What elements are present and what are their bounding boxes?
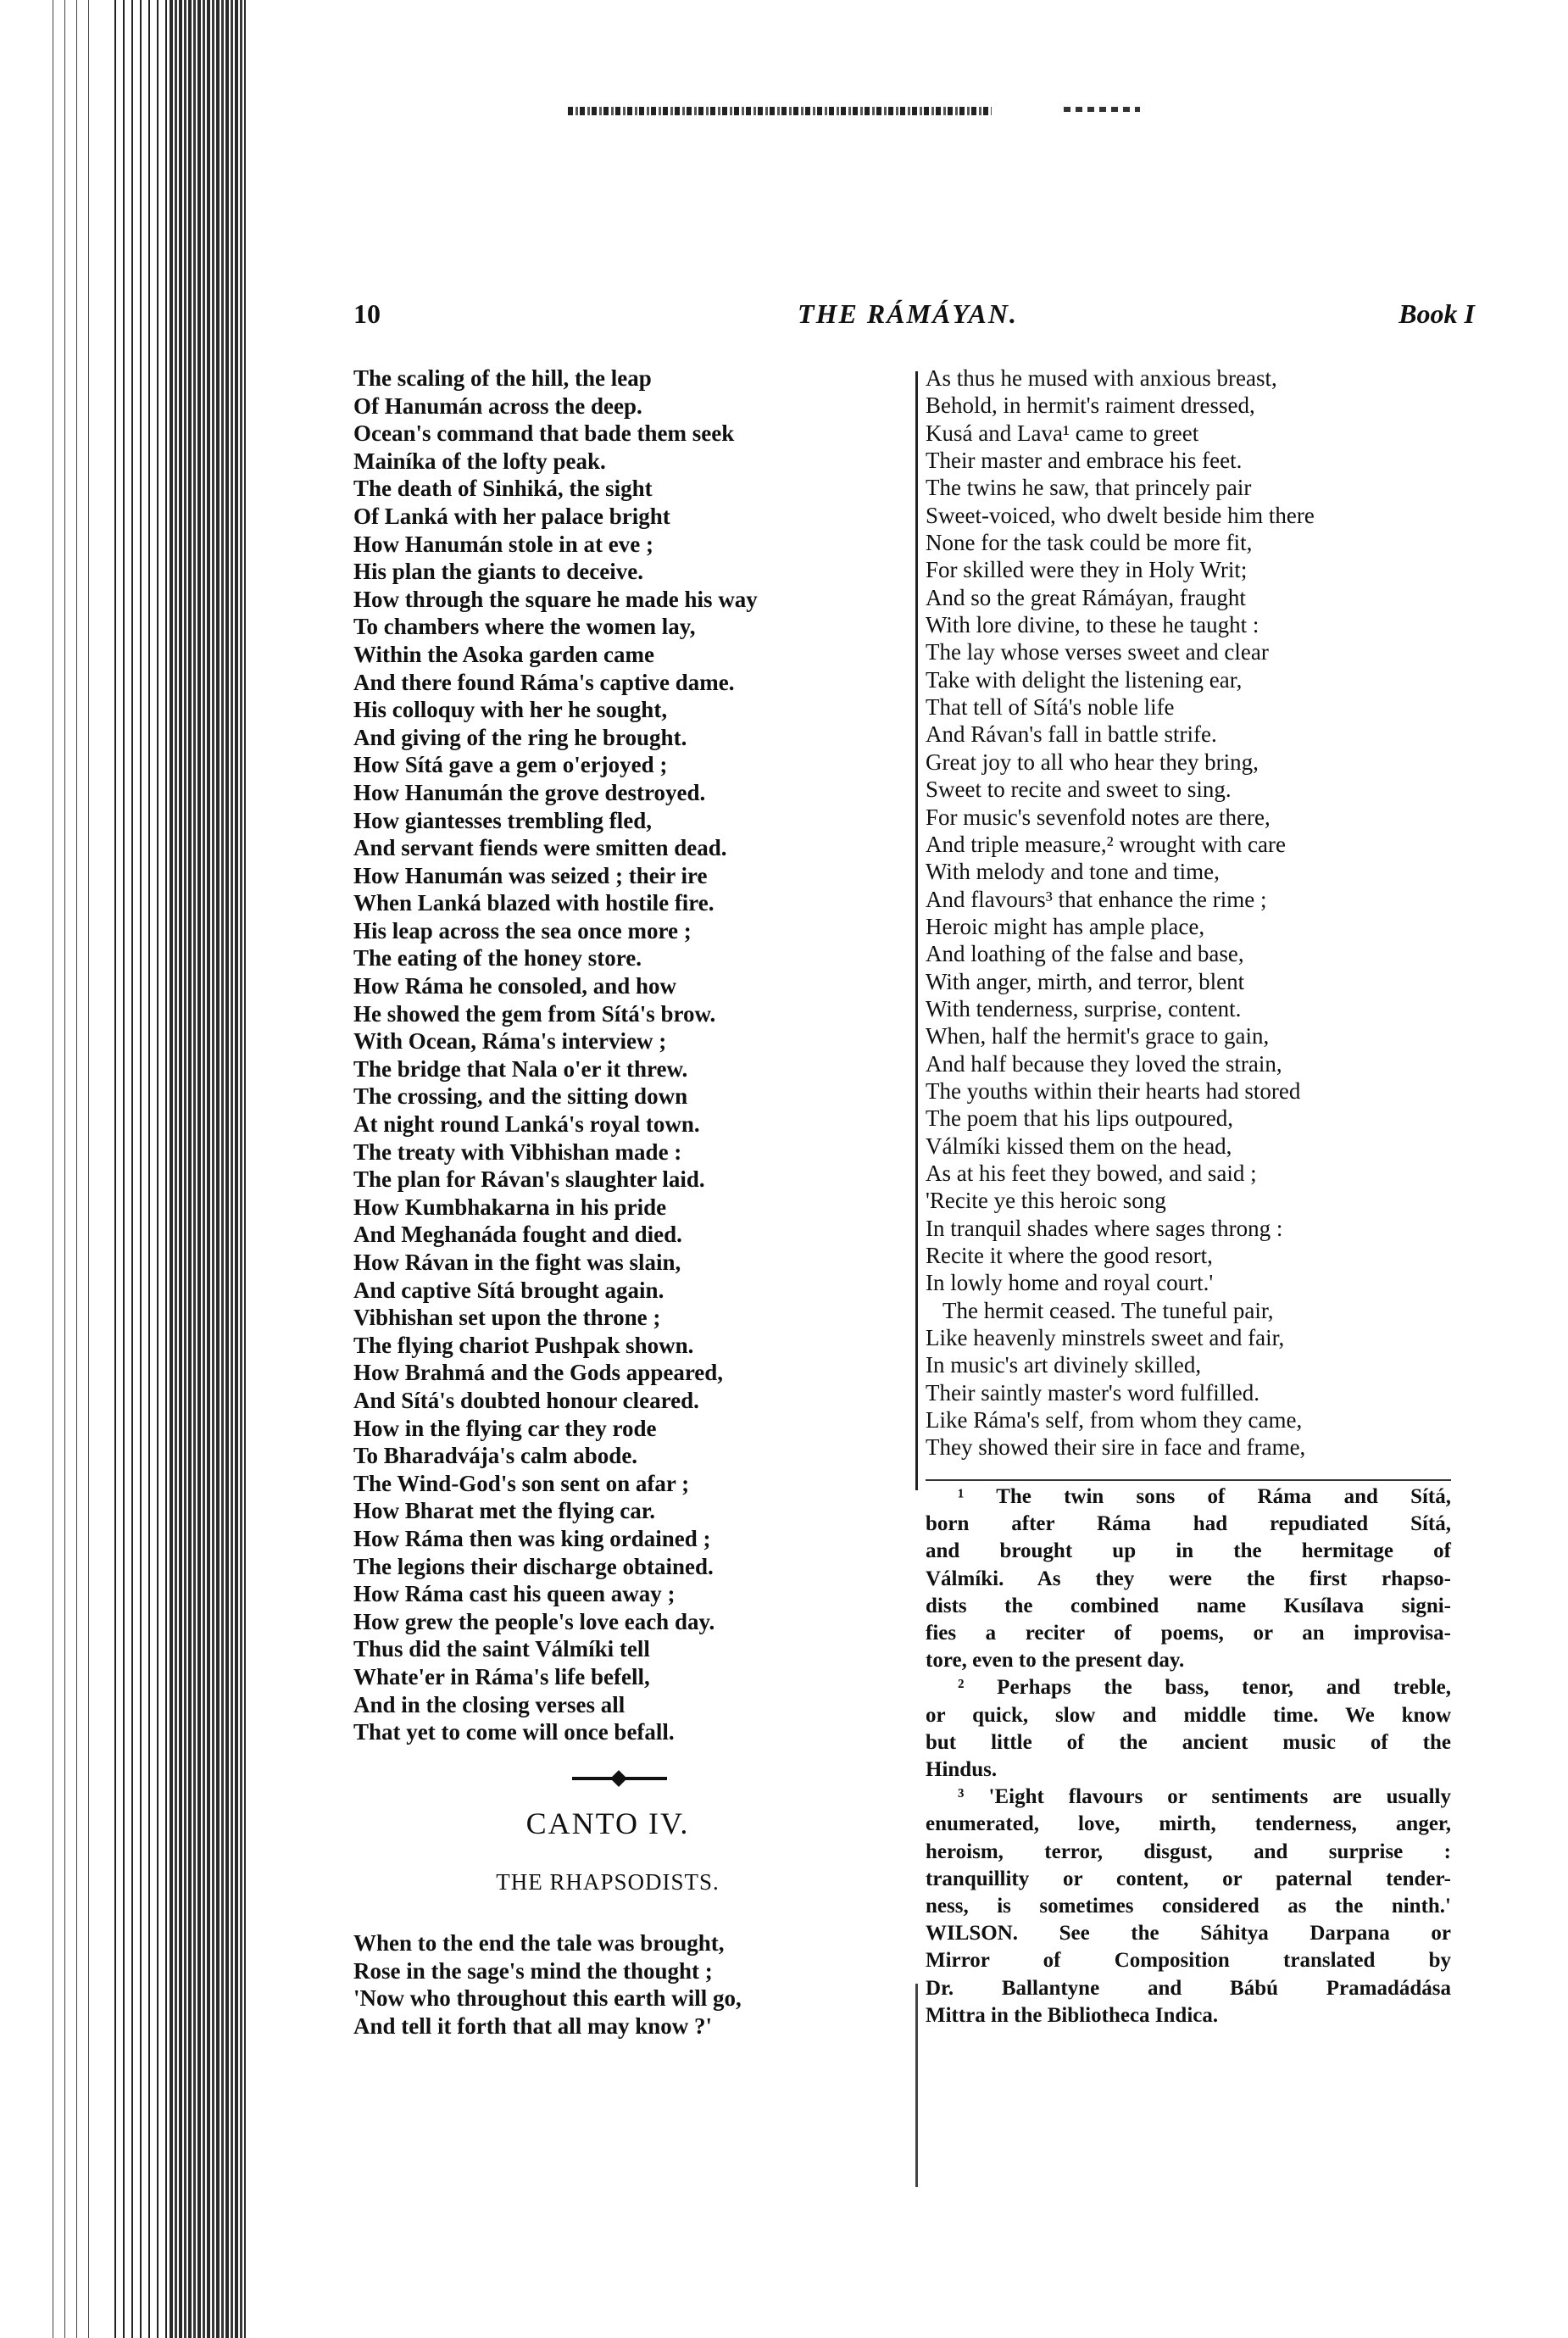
- verse-line: The crossing, and the sitting down: [353, 1083, 688, 1110]
- verse-line: He showed the gem from Sítá's brow.: [353, 1000, 716, 1027]
- verse-line: With anger, mirth, and terror, blent: [926, 968, 1245, 994]
- verse-line: The youths within their hearts had stored: [926, 1077, 1301, 1104]
- verse-line: Thus did the saint Válmíki tell: [353, 1636, 650, 1662]
- book-label: Book I: [1398, 298, 1475, 329]
- verse-line: How Hanumán was seized ; their ire: [353, 862, 708, 888]
- footnote-line: Mittra in the Bibliotheca Indica.: [926, 2003, 1219, 2027]
- verse-line: How Sítá gave a gem o'erjoyed ;: [353, 752, 668, 778]
- verse-line: Ocean's command that bade them seek: [353, 420, 735, 447]
- verse-line: And Rávan's fall in battle strife.: [926, 721, 1217, 748]
- verse-line: In lowly home and royal court.': [926, 1270, 1214, 1296]
- verse-line: How Kumbhakarna in his pride: [353, 1194, 667, 1220]
- verse-line: How Hanumán stole in at eve ;: [353, 531, 653, 557]
- verse-line: And triple measure,² wrought with care: [926, 831, 1286, 857]
- verse-line: Like Ráma's self, from whom they came,: [926, 1407, 1303, 1433]
- verse-line: How in the flying car they rode: [353, 1415, 657, 1441]
- verse-line: Whate'er in Ráma's life befell,: [353, 1663, 650, 1689]
- footnote-line: and brought up in the hermitage of: [926, 1539, 1451, 1563]
- verse-line: The twins he saw, that princely pair: [926, 475, 1252, 501]
- canto-heading: CANTO IV.: [525, 1806, 690, 1840]
- running-title: THE RÁMÁYAN.: [798, 298, 1018, 329]
- bleed-through-text: [568, 107, 992, 115]
- verse-line: Rose in the sage's mind the thought ;: [353, 1957, 713, 1984]
- verse-line: To chambers where the women lay,: [353, 614, 696, 640]
- verse-line: And half because they loved the strain,: [926, 1050, 1282, 1077]
- verse-line: With Ocean, Ráma's interview ;: [353, 1028, 667, 1055]
- footnotes: [926, 1484, 1451, 2029]
- verse-line: The lay whose verses sweet and clear: [926, 639, 1269, 665]
- verse-line: At night round Lanká's royal town.: [353, 1111, 700, 1138]
- verse-line: And servant fiends were smitten dead.: [353, 835, 727, 861]
- footnote-line: ² Perhaps the bass, tenor, and treble,: [958, 1676, 1451, 1700]
- verse-line: As at his feet they bowed, and said ;: [926, 1160, 1257, 1186]
- verse-line: And loathing of the false and base,: [926, 941, 1244, 967]
- verse-line: Recite it where the good resort,: [926, 1243, 1213, 1268]
- verse-line: They showed their sire in face and frame,: [926, 1434, 1306, 1461]
- verse-line: How through the square he made his way: [353, 586, 758, 612]
- verse-line: And captive Sítá brought again.: [353, 1277, 664, 1303]
- verse-line: When to the end the tale was brought,: [353, 1930, 725, 1956]
- verse-line: And so the great Rámáyan, fraught: [926, 584, 1246, 610]
- verse-line: The death of Sinhiká, the sight: [353, 476, 653, 502]
- verse-line: For skilled were they in Holy Writ;: [926, 557, 1248, 583]
- verse-line: Their master and embrace his feet.: [926, 448, 1243, 474]
- canto-opening-stanza: [353, 1929, 742, 2040]
- verse-line: With lore divine, to these he taught :: [926, 612, 1259, 638]
- verse-line: The plan for Rávan's slaughter laid.: [353, 1166, 705, 1193]
- verse-line: How giantesses trembling fled,: [353, 807, 652, 833]
- verse-line: His leap across the sea once more ;: [353, 917, 692, 944]
- verse-line: Válmíki kissed them on the head,: [926, 1133, 1232, 1159]
- verse-line: When, half the hermit's grace to gain,: [926, 1023, 1270, 1049]
- verse-line: The eating of the honey store.: [353, 945, 642, 971]
- footnote-line: ness, is sometimes considered as the ninth.': [926, 1895, 1451, 1918]
- verse-line: How grew the people's love each day.: [353, 1608, 715, 1634]
- verse-line: Mainíka of the lofty peak.: [353, 448, 606, 474]
- verse-line: How Ráma cast his queen away ;: [353, 1581, 676, 1607]
- verse-line: 'Now who throughout this earth will go,: [353, 1985, 742, 2012]
- verse-line: With melody and tone and time,: [926, 859, 1220, 885]
- verse-line: Kusá and Lava¹ came to greet: [926, 420, 1199, 446]
- verse-line: And there found Ráma's captive dame.: [353, 669, 735, 695]
- verse-line: His plan the giants to deceive.: [353, 559, 643, 585]
- verse-line: Their saintly master's word fulfilled.: [926, 1379, 1260, 1406]
- verse-line: How Ráma then was king ordained ;: [353, 1525, 711, 1551]
- verse-line: Great joy to all who hear they bring,: [926, 749, 1259, 775]
- footnote-line: tore, even to the present day.: [926, 1649, 1185, 1673]
- verse-line: As thus he mused with anxious breast,: [926, 365, 1277, 391]
- footnote-line: enumerated, love, mirth, tenderness, anger,: [926, 1812, 1451, 1836]
- footnote-line: but little of the ancient music of the: [926, 1730, 1451, 1754]
- verse-line: The flying chariot Pushpak shown.: [353, 1332, 694, 1358]
- verse-line: How Brahmá and the Gods appeared,: [353, 1360, 724, 1386]
- verse-line: The treaty with Vibhishan made :: [353, 1138, 682, 1165]
- footnote-line: tranquillity or content, or paternal tender-: [926, 1867, 1451, 1890]
- left-column-verse: [353, 365, 758, 1746]
- column-divider: [915, 1984, 918, 2187]
- verse-line: With tenderness, surprise, content.: [926, 995, 1242, 1021]
- verse-line: And Meghanáda fought and died.: [353, 1222, 682, 1248]
- footnote-line: Válmíki. As they were the first rhapso-: [926, 1567, 1451, 1590]
- footnote-line: dists the combined name Kusílava signi-: [926, 1594, 1451, 1617]
- verse-line: How Bharat met the flying car.: [353, 1498, 655, 1524]
- right-column-verse: [926, 365, 1315, 1461]
- scan-spine-shadow: [47, 0, 97, 2338]
- verse-line: And flavours³ that enhance the rime ;: [926, 886, 1267, 912]
- footnote-line: Mirror of Composition translated by: [926, 1949, 1451, 1973]
- verse-line: The hermit ceased. The tuneful pair,: [942, 1297, 1274, 1323]
- footnote-line: ³ 'Eight flavours or sentiments are usually: [958, 1785, 1451, 1809]
- verse-line: The legions their discharge obtained.: [353, 1553, 714, 1579]
- verse-line: Sweet to recite and sweet to sing.: [926, 777, 1232, 803]
- verse-line: In tranquil shades where sages throng :: [926, 1215, 1283, 1241]
- verse-line: Take with delight the listening ear,: [926, 666, 1243, 693]
- verse-line: That yet to come will once befall.: [353, 1719, 675, 1745]
- verse-line: His colloquy with her he sought,: [353, 697, 668, 723]
- bleed-through-text: [1064, 107, 1140, 112]
- verse-line: Heroic might has ample place,: [926, 913, 1205, 939]
- verse-line: And giving of the ring he brought.: [353, 724, 687, 750]
- scan-spine-shadow: [170, 0, 246, 2338]
- footnote-line: WILSON. See the Sáhitya Darpana or: [926, 1922, 1451, 1946]
- verse-line: Behold, in hermit's raiment dressed,: [926, 392, 1255, 419]
- verse-line: For music's sevenfold notes are there,: [926, 804, 1271, 830]
- verse-line: Of Hanumán across the deep.: [353, 392, 642, 419]
- verse-line: And tell it forth that all may know ?': [353, 2012, 713, 2039]
- verse-line: None for the task could be more fit,: [926, 530, 1253, 556]
- footnote-rule: [926, 1479, 1451, 1481]
- verse-line: Like heavenly minstrels sweet and fair,: [926, 1325, 1285, 1351]
- column-divider: [915, 371, 918, 1490]
- verse-line: When Lanká blazed with hostile fire.: [353, 890, 714, 916]
- verse-line: The scaling of the hill, the leap: [353, 365, 652, 391]
- verse-line: That tell of Sítá's noble life: [926, 694, 1175, 721]
- verse-line: How Hanumán the grove destroyed.: [353, 779, 706, 805]
- canto-subtitle: THE RHAPSODISTS.: [496, 1869, 720, 1895]
- scan-spine-shadow: [110, 0, 170, 2338]
- verse-line: 'Recite ye this heroic song: [926, 1188, 1166, 1214]
- verse-line: To Bharadvája's calm abode.: [353, 1443, 638, 1469]
- verse-line: The poem that his lips outpoured,: [926, 1105, 1233, 1132]
- footnote-line: Hindus.: [926, 1758, 998, 1782]
- verse-line: The bridge that Nala o'er it threw.: [353, 1055, 688, 1082]
- verse-line: Within the Asoka garden came: [353, 641, 655, 667]
- footnote-line: heroism, terror, disgust, and surprise :: [926, 1840, 1451, 1863]
- section-ornament: [572, 1777, 667, 1780]
- page-number: 10: [353, 298, 381, 329]
- footnote-line: or quick, slow and middle time. We know: [926, 1703, 1451, 1727]
- verse-line: And in the closing verses all: [353, 1691, 626, 1717]
- verse-line: How Rávan in the fight was slain,: [353, 1250, 681, 1275]
- footnote-line: ¹ The twin sons of Ráma and Sítá,: [958, 1485, 1451, 1508]
- footnote-line: Dr. Ballantyne and Bábú Pramadádása: [926, 1976, 1451, 2000]
- verse-line: Vibhishan set upon the throne ;: [353, 1305, 661, 1331]
- footnote-line: born after Ráma had repudiated Sítá,: [926, 1512, 1451, 1536]
- footnote-line: fies a reciter of poems, or an improvisa-: [926, 1622, 1451, 1645]
- verse-line: Of Lanká with her palace bright: [353, 503, 670, 529]
- verse-line: How Ráma he consoled, and how: [353, 973, 677, 999]
- verse-line: And Sítá's doubted honour cleared.: [353, 1387, 699, 1413]
- verse-line: The Wind-God's son sent on afar ;: [353, 1470, 690, 1496]
- verse-line: In music's art divinely skilled,: [926, 1352, 1202, 1378]
- verse-line: Sweet-voiced, who dwelt beside him there: [926, 502, 1315, 528]
